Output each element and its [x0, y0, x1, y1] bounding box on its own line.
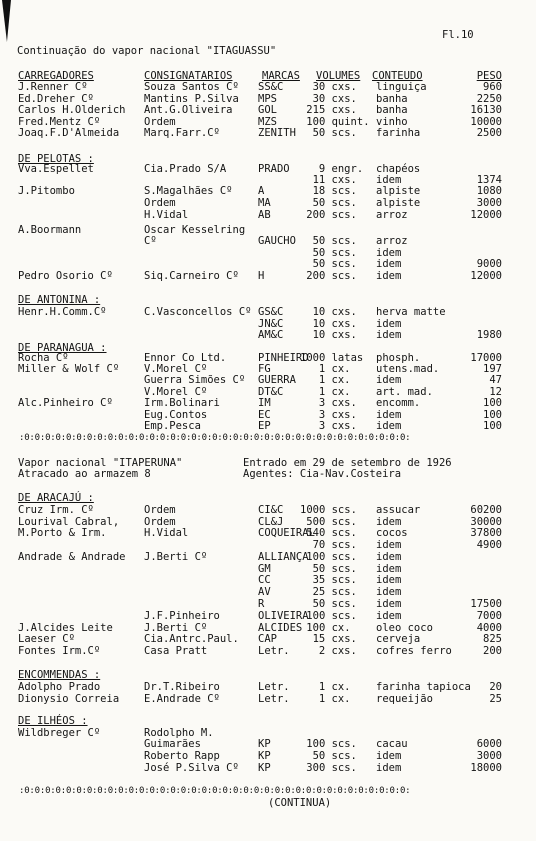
- content-cell: idem: [376, 270, 402, 282]
- volume-cell: 11 cxs.: [312, 174, 357, 186]
- weight-cell: 60200: [470, 504, 502, 516]
- volume-cell: 100 scs.: [306, 610, 357, 622]
- content-cell: idem: [376, 409, 402, 421]
- mark-cell: KP: [258, 738, 271, 750]
- shipper-cell: Fontes Irm.Cº: [18, 645, 101, 657]
- weight-cell: 47: [489, 374, 502, 386]
- volume-cell: 100 quint.: [306, 115, 370, 128]
- consignee-cell: Roberto Rapp: [144, 750, 220, 762]
- weight-cell: 4000: [476, 622, 502, 634]
- consignee-cell: S.Magalhães Cº: [144, 185, 233, 197]
- shipper-cell: Adolpho Prado: [18, 681, 101, 693]
- mark-cell: GUERRA: [258, 374, 296, 386]
- weight-cell: 100: [483, 409, 502, 421]
- content-cell: oleo coco: [376, 622, 433, 634]
- volume-cell: 10 cxs.: [312, 306, 357, 318]
- volume-cell: 1000 latas: [300, 352, 364, 364]
- consignee-cell: Ordem: [144, 197, 176, 209]
- mark-cell: AB: [258, 209, 271, 221]
- consignee-cell: E.Andrade Cº: [144, 693, 220, 705]
- mark-cell: AV: [258, 586, 271, 598]
- weight-cell: 6000: [476, 738, 502, 750]
- content-cell: requeijão: [376, 693, 433, 705]
- content-cell: herva matte: [376, 306, 446, 318]
- consignee-cell: Oscar Kesselring: [144, 224, 246, 236]
- consignee-cell: H.Vidal: [144, 527, 189, 539]
- mark-cell: Letr.: [258, 681, 290, 693]
- content-cell: phosph.: [376, 352, 421, 364]
- content-cell: farinha: [376, 127, 421, 140]
- mark-cell: CL&J: [258, 516, 284, 528]
- consignee-cell: Souza Santos Cº: [144, 81, 239, 93]
- shipper-cell: M.Porto & Irm.: [18, 527, 107, 539]
- volume-cell: 50 scs.: [312, 563, 357, 575]
- volume-cell: 50 scs.: [312, 258, 357, 270]
- consignee-cell: Ordem: [144, 115, 176, 128]
- weight-cell: 30000: [470, 516, 502, 528]
- volume-cell: 300 scs.: [306, 762, 357, 774]
- consignee-cell: Guimarães: [144, 738, 201, 750]
- volume-cell: 1 cx.: [318, 681, 351, 693]
- consignee-cell: V.Morel Cº: [144, 386, 208, 398]
- mark-cell: DT&C: [258, 386, 284, 398]
- mark-cell: GOL: [258, 104, 277, 117]
- consignee-cell: J.Berti Cº: [144, 622, 208, 634]
- volume-cell: 35 scs.: [312, 574, 357, 586]
- content-cell: idem: [376, 574, 402, 586]
- shipper-cell: Pedro Osorio Cº: [18, 270, 113, 282]
- shipper-cell: Lourival Cabral,: [18, 516, 120, 528]
- weight-cell: 20: [489, 681, 502, 693]
- content-cell: idem: [376, 586, 402, 598]
- section-heading-pelotas: DE PELOTAS :: [18, 153, 94, 165]
- volume-cell: 540 scs.: [306, 527, 357, 539]
- consignee-cell: Ordem: [144, 504, 176, 516]
- section-heading-antonina: DE ANTONINA :: [18, 294, 101, 306]
- mark-cell: ALCIDES: [258, 622, 303, 634]
- header-consignatarios: CONSIGNATARIOS: [144, 70, 233, 82]
- shipper-cell: Miller & Wolf Cº: [18, 363, 120, 375]
- weight-cell: 12: [489, 386, 502, 398]
- weight-cell: 197: [483, 363, 502, 375]
- consignee-cell: Siq.Carneiro Cº: [144, 270, 239, 282]
- shipper-cell: Ed.Dreher Cº: [18, 92, 94, 105]
- volume-cell: 100 cx.: [306, 622, 351, 634]
- vessel-berth: Atracado ao armazem 8: [18, 468, 151, 480]
- content-cell: idem: [376, 318, 402, 330]
- section-heading-ilheos: DE ILHÉOS :: [18, 715, 88, 727]
- content-cell: farinha tapioca: [376, 681, 471, 693]
- weight-cell: 7000: [476, 610, 502, 622]
- consignee-cell: C.Vasconcellos Cº: [144, 306, 252, 318]
- mark-cell: H: [258, 270, 265, 282]
- section-heading-encomendas: ENCOMMENDAS :: [18, 669, 101, 681]
- volume-cell: 2 cxs.: [318, 645, 357, 657]
- shipper-cell: Cruz Irm. Cº: [18, 504, 94, 516]
- volume-cell: 100 scs.: [306, 551, 357, 563]
- weight-cell: 3000: [476, 197, 502, 209]
- shipper-cell: Vva.Espellet: [18, 163, 94, 175]
- content-cell: vinho: [376, 115, 408, 128]
- consignee-cell: Rodolpho M.: [144, 727, 214, 739]
- consignee-cell: Ennor Co Ltd.: [144, 352, 227, 364]
- mark-cell: ZENITH: [258, 127, 296, 140]
- consignee-cell: Cº: [144, 235, 157, 247]
- content-cell: cacau: [376, 738, 408, 750]
- volume-cell: 50 scs.: [312, 127, 357, 140]
- consignee-cell: Marq.Farr.Cº: [144, 127, 220, 140]
- shipper-cell: J.Pitombo: [18, 185, 75, 197]
- shipper-cell: Joaq.F.D'Almeida: [18, 127, 120, 140]
- consignee-cell: J.F.Pinheiro: [144, 610, 220, 622]
- shipper-cell: Andrade & Andrade: [18, 551, 126, 563]
- volume-cell: 50 scs.: [312, 247, 357, 259]
- consignee-cell: José P.Silva Cº: [144, 762, 239, 774]
- mark-cell: CC: [258, 574, 271, 586]
- volume-cell: 50 scs.: [312, 235, 357, 247]
- mark-cell: FG: [258, 363, 271, 375]
- shipper-cell: J.Renner Cº: [18, 81, 88, 93]
- volume-cell: 500 scs.: [306, 516, 357, 528]
- consignee-cell: J.Berti Cº: [144, 551, 208, 563]
- weight-cell: 825: [483, 633, 502, 645]
- content-cell: idem: [376, 420, 402, 432]
- content-cell: chapéos: [376, 163, 421, 175]
- mark-cell: GM: [258, 563, 271, 575]
- shipper-cell: A.Boormann: [18, 224, 82, 236]
- weight-cell: 2250: [476, 92, 502, 105]
- content-cell: banha: [376, 92, 408, 105]
- weight-cell: 100: [483, 420, 502, 432]
- mark-cell: IM: [258, 397, 271, 409]
- mark-cell: EC: [258, 409, 271, 421]
- scan-edge-mark: [2, 0, 11, 42]
- volume-cell: 100 scs.: [306, 738, 357, 750]
- volume-cell: 200 scs.: [306, 270, 357, 282]
- volume-cell: 10 cxs.: [312, 329, 357, 341]
- mark-cell: PRADO: [258, 163, 290, 175]
- vessel-agents: Agentes: Cia-Nav.Costeira: [243, 468, 402, 480]
- consignee-cell: Mantins P.Silva: [144, 92, 239, 105]
- mark-cell: KP: [258, 750, 271, 762]
- weight-cell: 37800: [470, 527, 502, 539]
- separator-line: :0:0:0:0:0:0:0:0:0:0:0:0:0:0:0:0:0:0:0:0:0:0:0:0:0:0:0:0:0:0:0:0:0:0:0:0:0:: [19, 786, 411, 796]
- mark-cell: PINHEIRO: [258, 352, 309, 364]
- header-peso: PESO: [476, 70, 502, 82]
- shipper-cell: Carlos H.Olderich: [18, 104, 126, 117]
- weight-cell: 17000: [470, 352, 502, 364]
- content-cell: cofres ferro: [376, 645, 452, 657]
- mark-cell: MZS: [258, 115, 277, 128]
- mark-cell: EP: [258, 420, 271, 432]
- volume-cell: 1000 scs.: [300, 504, 357, 516]
- weight-cell: 3000: [476, 750, 502, 762]
- shipper-cell: Fred.Mentz Cº: [18, 115, 101, 128]
- vessel-name: Vapor nacional "ITAPERUNA": [18, 457, 183, 469]
- shipper-cell: J.Alcides Leite: [18, 622, 113, 634]
- consignee-cell: Ordem: [144, 516, 176, 528]
- section-heading-aracaju: DE ARACAJÚ :: [18, 492, 94, 504]
- content-cell: idem: [376, 174, 402, 186]
- content-cell: alpiste: [376, 197, 421, 209]
- volume-cell: 3 cxs.: [318, 397, 357, 409]
- content-cell: arroz: [376, 235, 408, 247]
- content-cell: idem: [376, 563, 402, 575]
- mark-cell: A: [258, 185, 265, 197]
- consignee-cell: Cia.Antrc.Paul.: [144, 633, 239, 645]
- volume-cell: 25 scs.: [312, 586, 357, 598]
- continued-note: (CONTINUA): [268, 797, 332, 809]
- mark-cell: SS&C: [258, 81, 284, 93]
- volume-cell: 9 engr.: [318, 163, 364, 175]
- mark-cell: KP: [258, 762, 271, 774]
- continuation-title: Continuação do vapor nacional "ITAGUASSU": [17, 45, 277, 57]
- weight-cell: 1980: [476, 329, 502, 341]
- section-heading-paranagua: DE PARANAGUA :: [18, 342, 107, 354]
- weight-cell: 12000: [470, 270, 502, 282]
- mark-cell: GS&C: [258, 306, 284, 318]
- content-cell: idem: [376, 750, 402, 762]
- header-conteudo: CONTEUDO: [372, 70, 423, 82]
- weight-cell: 100: [483, 397, 502, 409]
- volume-cell: 30 cxs.: [312, 92, 357, 105]
- weight-cell: 4900: [476, 539, 502, 551]
- consignee-cell: Dr.T.Ribeiro: [144, 681, 220, 693]
- shipper-cell: Wildbreger Cº: [18, 727, 101, 739]
- consignee-cell: H.Vidal: [144, 209, 189, 221]
- volume-cell: 1 cx.: [318, 693, 351, 705]
- content-cell: idem: [376, 610, 402, 622]
- mark-cell: CAP: [258, 633, 277, 645]
- consignee-cell: Guerra Simões Cº: [144, 374, 246, 386]
- content-cell: idem: [376, 539, 402, 551]
- weight-cell: 200: [483, 645, 502, 657]
- weight-cell: 2500: [476, 127, 502, 140]
- consignee-cell: Eug.Contos: [144, 409, 208, 421]
- mark-cell: Letr.: [258, 693, 290, 705]
- consignee-cell: Casa Pratt: [144, 645, 208, 657]
- mark-cell: R: [258, 598, 265, 610]
- weight-cell: 25: [489, 693, 502, 705]
- content-cell: cerveja: [376, 633, 421, 645]
- mark-cell: AM&C: [258, 329, 284, 341]
- page-number: Fl.10: [442, 29, 474, 41]
- header-carregadores: CARREGADORES: [18, 70, 94, 82]
- shipper-cell: Alc.Pinheiro Cº: [18, 397, 113, 409]
- content-cell: idem: [376, 258, 402, 270]
- mark-cell: CI&C: [258, 504, 284, 516]
- content-cell: idem: [376, 516, 402, 528]
- mark-cell: JN&C: [258, 318, 284, 330]
- separator-line: :0:0:0:0:0:0:0:0:0:0:0:0:0:0:0:0:0:0:0:0:0:0:0:0:0:0:0:0:0:0:0:0:0:0:0:0:0:: [19, 433, 411, 443]
- consignee-cell: Cia.Prado S/A: [144, 163, 227, 175]
- volume-cell: 15 cxs.: [312, 633, 357, 645]
- content-cell: arroz: [376, 209, 408, 221]
- weight-cell: 960: [483, 81, 502, 93]
- volume-cell: 18 scs.: [312, 185, 357, 197]
- weight-cell: 18000: [470, 762, 502, 774]
- content-cell: utens.mad.: [376, 363, 440, 375]
- volume-cell: 200 scs.: [306, 209, 357, 221]
- mark-cell: COQUEIRAL: [258, 527, 315, 539]
- content-cell: idem: [376, 598, 402, 610]
- volume-cell: 3 cxs.: [318, 420, 357, 432]
- weight-cell: 1080: [476, 185, 502, 197]
- vessel-arrival-date: Entrado em 29 de setembro de 1926: [243, 457, 452, 469]
- mark-cell: MA: [258, 197, 271, 209]
- weight-cell: 17500: [470, 598, 502, 610]
- content-cell: idem: [376, 762, 402, 774]
- weight-cell: 10000: [470, 115, 502, 128]
- weight-cell: 9000: [476, 258, 502, 270]
- header-volumes: VOLUMES: [316, 70, 361, 82]
- volume-cell: 50 scs.: [312, 197, 357, 209]
- volume-cell: 50 scs.: [312, 598, 357, 610]
- mark-cell: GAUCHO: [258, 235, 296, 247]
- consignee-cell: Ant.G.Oliveira: [144, 104, 233, 117]
- consignee-cell: V.Morel Cº: [144, 363, 208, 375]
- content-cell: cocos: [376, 527, 408, 539]
- consignee-cell: Emp.Pesca: [144, 420, 201, 432]
- mark-cell: ALLIANÇA: [258, 551, 309, 563]
- volume-cell: 1 cx.: [318, 363, 351, 375]
- content-cell: assucar: [376, 504, 421, 516]
- volume-cell: 1 cx.: [318, 386, 351, 398]
- weight-cell: 1374: [476, 174, 502, 186]
- content-cell: idem: [376, 551, 402, 563]
- consignee-cell: Irm.Bolinari: [144, 397, 220, 409]
- content-cell: idem: [376, 374, 402, 386]
- header-marcas: MARCAS: [262, 70, 300, 82]
- content-cell: idem: [376, 329, 402, 341]
- shipper-cell: Henr.H.Comm.Cº: [18, 306, 107, 318]
- content-cell: banha: [376, 104, 408, 117]
- mark-cell: Letr.: [258, 645, 290, 657]
- shipper-cell: Laeser Cº: [18, 633, 75, 645]
- volume-cell: 50 scs.: [312, 750, 357, 762]
- content-cell: idem: [376, 247, 402, 259]
- mark-cell: OLIVEIRA: [258, 610, 309, 622]
- shipper-cell: Dionysio Correia: [18, 693, 120, 705]
- weight-cell: 16130: [470, 104, 502, 117]
- volume-cell: 10 cxs.: [312, 318, 357, 330]
- content-cell: art. mad.: [376, 386, 433, 398]
- shipper-cell: Rocha Cº: [18, 352, 69, 364]
- volume-cell: 1 cx.: [318, 374, 351, 386]
- volume-cell: 70 scs.: [312, 539, 357, 551]
- volume-cell: 30 cxs.: [312, 81, 357, 93]
- weight-cell: 12000: [470, 209, 502, 221]
- content-cell: alpiste: [376, 185, 421, 197]
- content-cell: linguiça: [376, 81, 427, 93]
- volume-cell: 3 cxs.: [318, 409, 357, 421]
- content-cell: encomm.: [376, 397, 421, 409]
- volume-cell: 215 cxs.: [306, 104, 357, 117]
- mark-cell: MPS: [258, 92, 277, 105]
